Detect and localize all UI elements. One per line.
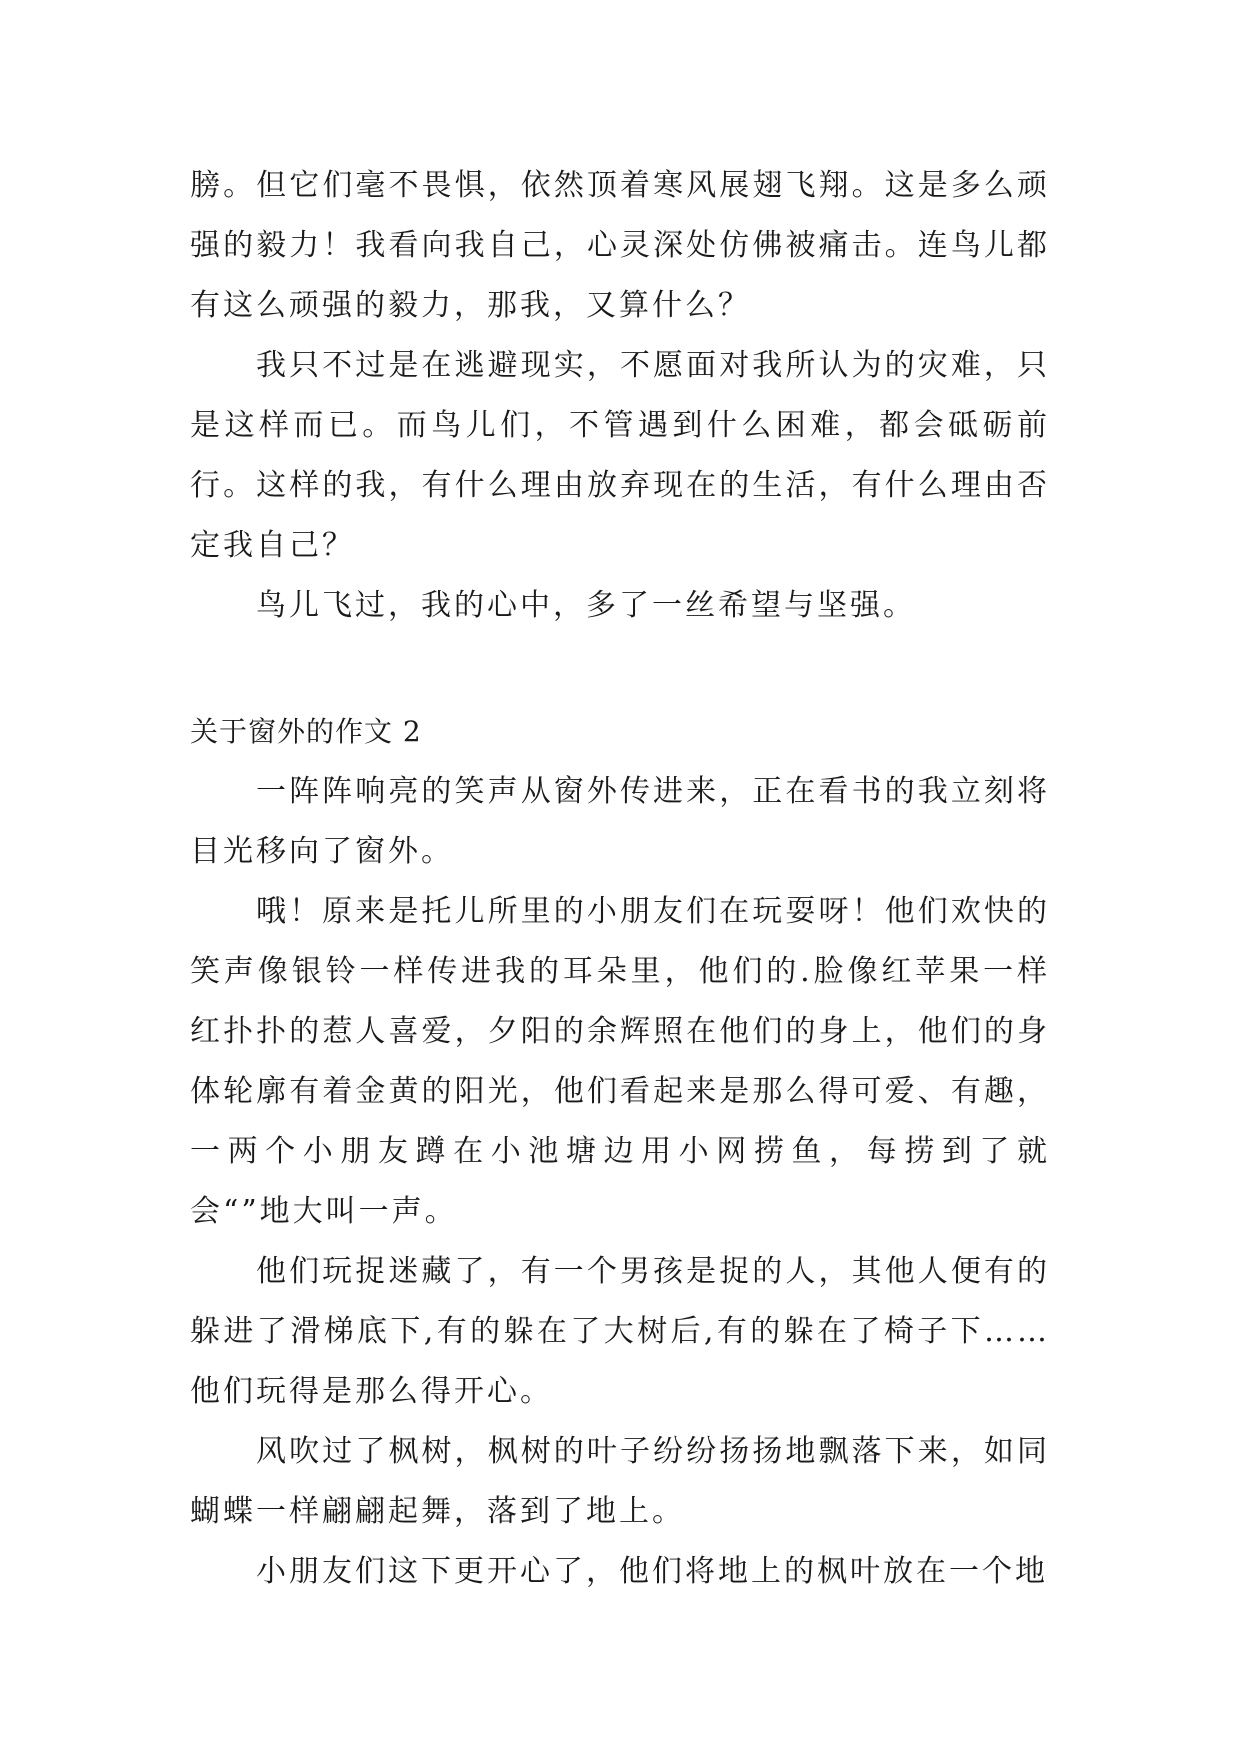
paragraph-top-2: 我只不过是在逃避现实，不愿面对我所认为的灾难，只是这样而已。而鸟儿们，不管遇到什么困难，都会砥砺前行。这样的我，有什么理由放弃现在的生活，有什么理由否定我自己？ — [190, 348, 1050, 563]
paragraph-bottom-4: 风吹过了枫树，枫树的叶子纷纷扬扬地飘落下来，如同蝴蝶一样翩翩起舞，落到了地上。 — [190, 1434, 1050, 1529]
section-spacer — [190, 636, 1050, 702]
document-body — [190, 156, 1050, 1602]
paragraph-top-3: 鸟儿飞过，我的心中，多了一丝希望与坚强。 — [256, 588, 916, 623]
paragraph-bottom-5: 小朋友们这下更开心了，他们将地上的枫叶放在一个地 — [256, 1554, 1048, 1589]
section-title: 关于窗外的作文 2 — [190, 715, 422, 748]
paragraph-bottom-3: 他们玩捉迷藏了，有一个男孩是捉的人，其他人便有的躲进了滑梯底下,有的躲在了大树后,有的躲在了椅子下……他们玩得是那么得开心。 — [190, 1254, 1050, 1409]
paragraph-bottom-1: 一阵阵响亮的笑声从窗外传进来，正在看书的我立刻将目光移向了窗外。 — [190, 774, 1050, 869]
paragraph-top-1: 膀。但它们毫不畏惧，依然顶着寒风展翅飞翔。这是多么顽强的毅力！我看向我自己，心灵深处仿佛被痛击。连鸟儿都有这么顽强的毅力，那我，又算什么？ — [190, 168, 1050, 323]
paragraph-bottom-2: 哦！原来是托儿所里的小朋友们在玩耍呀！他们欢快的笑声像银铃一样传进我的耳朵里，他们的.脸像红苹果一样红扑扑的惹人喜爱，夕阳的余辉照在他们的身上，他们的身体轮廓有着金黄的阳光，他们看起来是那么得可爱、有趣，一两个小朋友蹲在小池塘边用小网捞鱼，每捞到了就会“”地大叫一声。 — [190, 894, 1050, 1229]
